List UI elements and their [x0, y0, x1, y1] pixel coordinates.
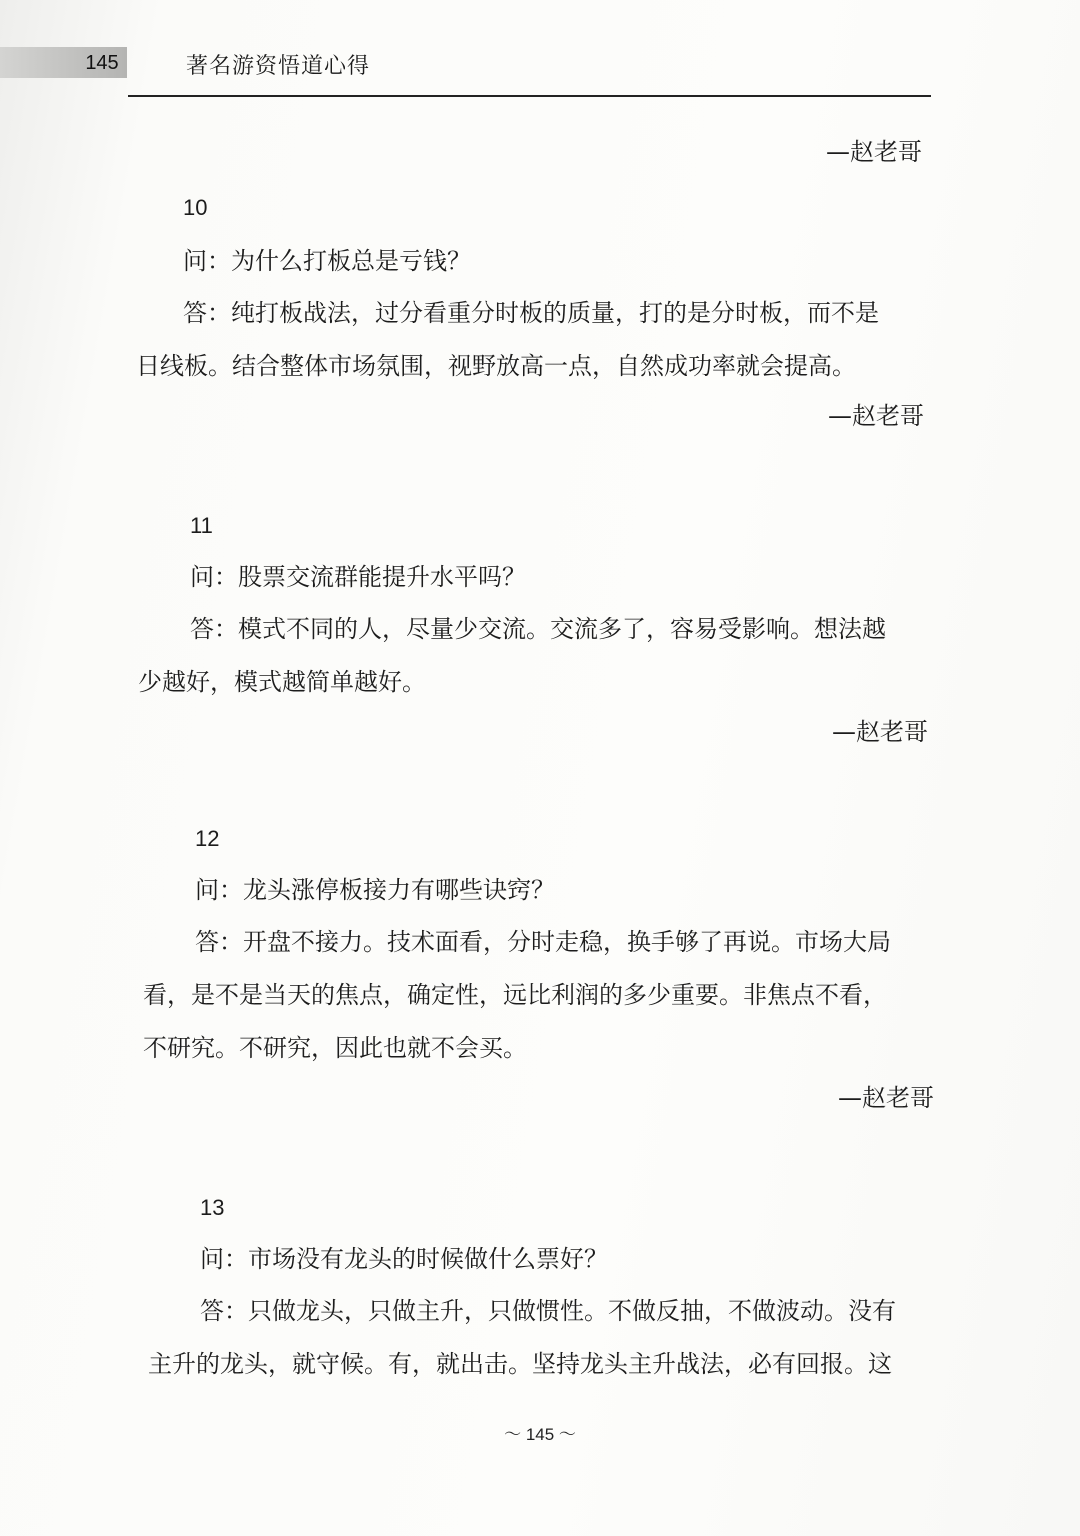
signature: —赵老哥	[826, 138, 922, 166]
entry-number: 13	[200, 1195, 225, 1220]
answer-line: 看，是不是当天的焦点，确定性，远比利润的多少重要。非焦点不看，	[143, 981, 887, 1009]
question: 问：市场没有龙头的时候做什么票好？	[200, 1245, 608, 1273]
answer-line: 答：开盘不接力。技术面看，分时走稳，换手够了再说。市场大局	[195, 928, 891, 956]
question: 问：龙头涨停板接力有哪些诀窍？	[195, 876, 555, 904]
answer-line: 答：模式不同的人，尽量少交流。交流多了，容易受影响。想法越	[190, 615, 886, 643]
signature: —赵老哥	[832, 718, 928, 746]
answer-line: 不研究。不研究，因此也就不会买。	[143, 1034, 527, 1062]
entry-number: 10	[183, 195, 208, 220]
entry-number: 12	[195, 826, 220, 851]
answer-line: 日线板。结合整体市场氛围，视野放高一点，自然成功率就会提高。	[136, 352, 856, 380]
header-rule	[128, 95, 931, 97]
footer-page-number: ～ 145 ～	[504, 1425, 576, 1444]
signature: —赵老哥	[838, 1084, 934, 1112]
question: 问：股票交流群能提升水平吗？	[190, 563, 526, 591]
question: 问：为什么打板总是亏钱？	[183, 247, 471, 275]
signature: —赵老哥	[828, 402, 924, 430]
answer-line: 主升的龙头，就守候。有，就出击。坚持龙头主升战法，必有回报。这	[148, 1350, 892, 1378]
answer-line: 少越好，模式越简单越好。	[138, 668, 426, 696]
header-page-number: 145	[85, 52, 119, 74]
answer-line: 答：只做龙头，只做主升，只做惯性。不做反抽，不做波动。没有	[200, 1297, 896, 1325]
entry-number: 11	[190, 513, 213, 538]
running-header-title: 著名游资悟道心得	[186, 54, 371, 79]
answer-line: 答：纯打板战法，过分看重分时板的质量，打的是分时板，而不是	[183, 299, 879, 327]
